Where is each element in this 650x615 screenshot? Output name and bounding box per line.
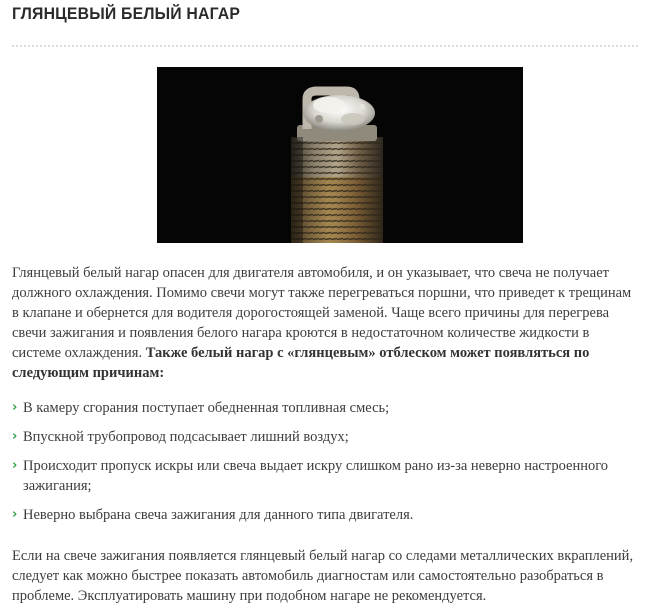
- conclusion-paragraph: Если на свече зажигания появляется глянцевый белый нагар со следами металлических вкраплений, следует как можно быстрее показать автомобиль диагностам или самостоятельно разобраться в проблеме. Эксплуатировать машину при подобном нагаре не рекомендуется.: [12, 548, 634, 604]
- intro-paragraph-text: Глянцевый белый нагар опасен для двигателя автомобиля, и он указывает, что свеча не получает должного охлаждения. Помимо свечи могут также перегреваться поршни, что приведет к трещинам в клапане и обернется для водителя дорогостоящей заменой. Чаще всего причины для перегрева свечи зажигания и появления белого нагара кроются в недостаточном количестве жидкости в системе охлаждения.: [12, 265, 632, 361]
- list-item-text: Неверно выбрана свеча зажигания для данного типа двигателя.: [23, 507, 414, 523]
- causes-list: [12, 398, 640, 534]
- chevron-right-icon: ›: [12, 458, 18, 473]
- list-item-text: Происходит пропуск искры или свеча выдает искру слишком рано из-за неверно настроенного зажигания;: [23, 458, 609, 494]
- chevron-right-icon: ›: [12, 429, 18, 444]
- chevron-right-icon: ›: [12, 507, 18, 522]
- section-heading: ГЛЯНЦЕВЫЙ БЕЛЫЙ НАГАР: [12, 4, 241, 23]
- intro-paragraph: [12, 263, 640, 383]
- list-item-text: Впускной трубопровод подсасывает лишний воздух;: [23, 429, 349, 445]
- intro-paragraph-bold: Также белый нагар с «глянцевым» отблеском может появляться по следующим причинам:: [12, 345, 590, 381]
- list-item: [12, 398, 640, 418]
- chevron-right-icon: ›: [12, 400, 18, 415]
- list-item: [12, 505, 640, 525]
- list-item: [12, 456, 640, 496]
- list-item-text: В камеру сгорания поступает обедненная топливная смесь;: [23, 400, 390, 416]
- list-item: [12, 427, 640, 447]
- dotted-divider: [12, 45, 638, 47]
- spark-plug-photo: [157, 67, 523, 243]
